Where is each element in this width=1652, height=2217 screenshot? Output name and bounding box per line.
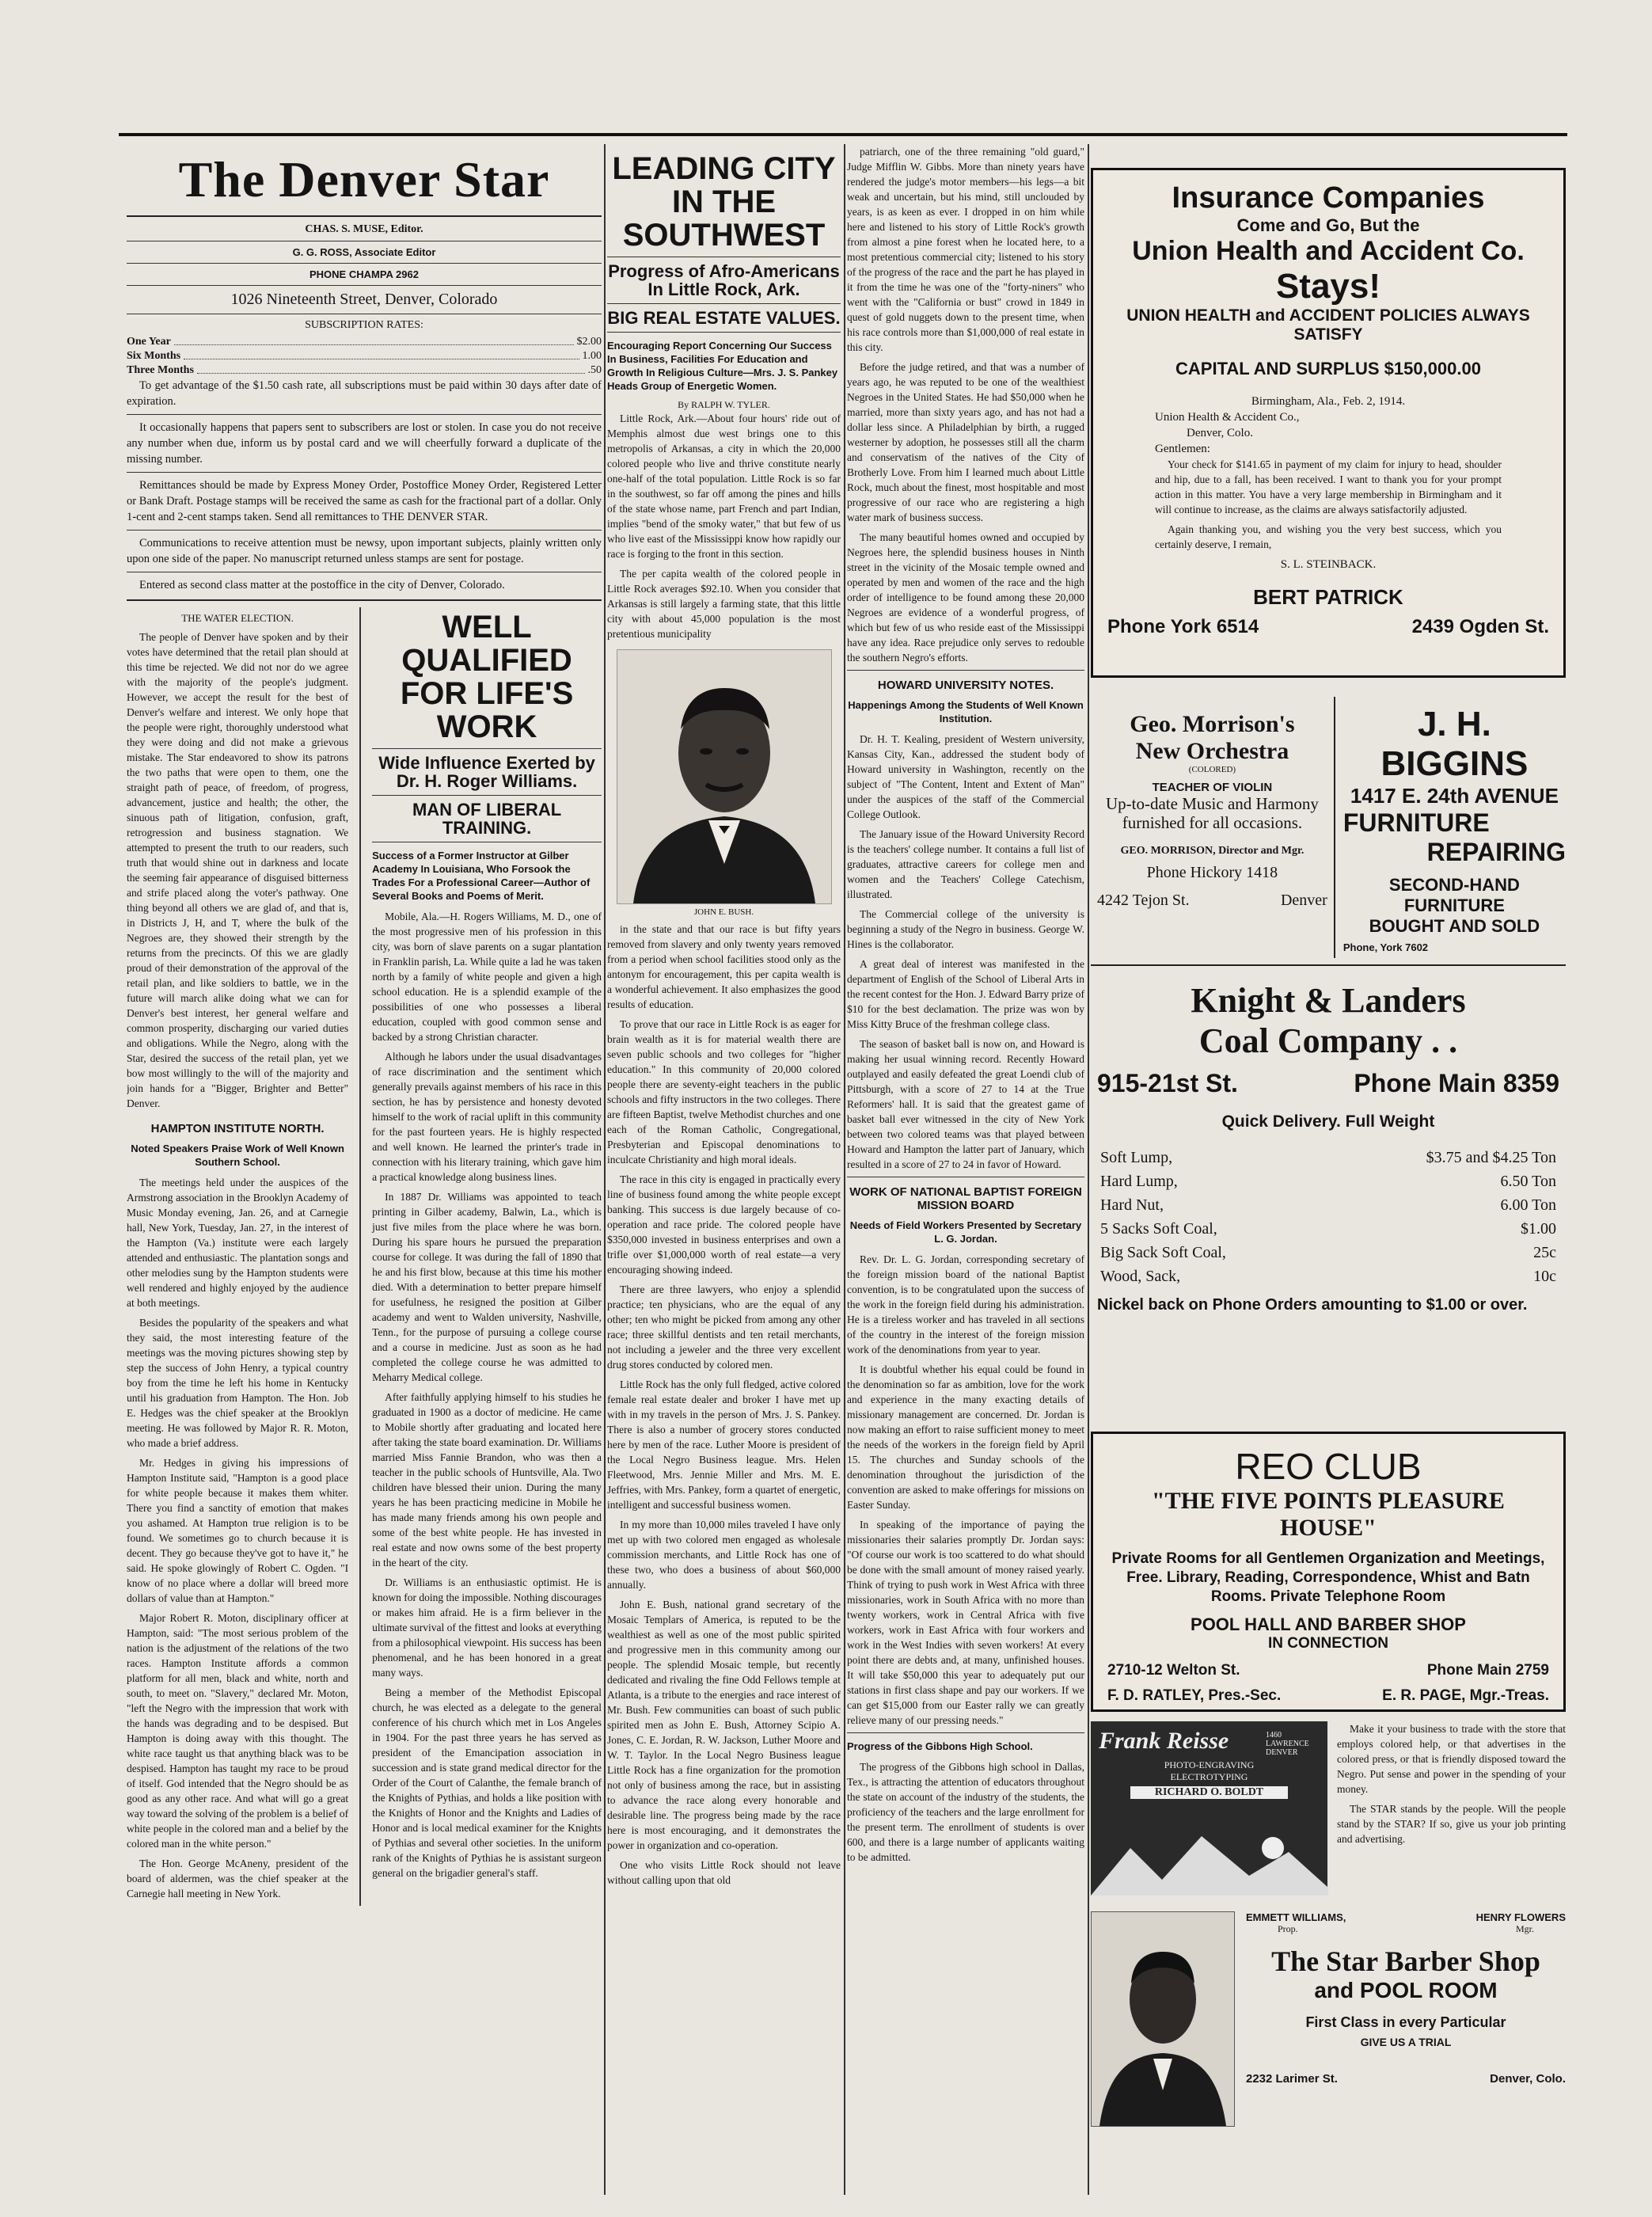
reisse-engraving-ad: Frank Reisse 1460 LAWRENCE DENVER PHOTO-ENGRAVING ELECTROTYPING RICHARD O. BOLDT — [1091, 1721, 1327, 1896]
baptist-p1: Rev. Dr. L. G. Jordan, corresponding secretary of the foreign mission board of the national Baptist convention, is to be congratulated upon the success of the work in the foreign field during his administration. He is a tireless worker and has traveled in all sections of the country in the interest of the foreign mission work of the denominations from year to year. — [847, 1253, 1084, 1356]
top-rule — [119, 133, 1567, 136]
communications-note: Communications to receive attention must be newsy, upon important subjects, plainly written only upon one side of the paper. No manuscript returned unless stamps are sent for postage. — [127, 537, 602, 565]
howard-p4: A great deal of interest was manifested in the department of English of the School of Liberal Arts in the recent contest for the Hon. J. Edward Barry prize of $10 for the best declamation. The prize was won by Miss Kitty Bruce of the freshman college class. — [847, 958, 1084, 1030]
hampton-p5: The Hon. George McAneny, president of the board of aldermen, was the chief speaker at the Carnegie hall meeting in New York. — [127, 1858, 349, 1899]
williams-p4: After faithfully applying himself to his studies he graduated in 1900 as a doctor of medicine. He came to Mobile shortly after graduating and located here after taking the state board examination. Dr. Williams married Miss Fannie Brandon, who was then a teacher in the public schools of Huntsville, Ala. Two children have blessed their union. During the many years he has been practicing medicine in Mobile he has made many friends among his own people and some of the best white people. He has invested in real estate and now owns some of the best property in the heart of the city. — [372, 1391, 602, 1569]
little-rock-p2: The per capita wealth of the colored people in Little Rock averages $92.10. When you consider that Arkansas is still largely a farming state, that this little city with about 45,000 population is the most pretentious municipality — [607, 568, 841, 641]
williams-p1: Mobile, Ala.—H. Rogers Williams, M. D., one of the most progressive men of his profession in this city, was born of slave parents on a sugar plantation in Franklin parish, La. While quite a lad he was taken north by a family of white people and given a high school education. He is a splendid example of the possibilities of one who possesses a liberal education, coupled with good common sense and backed by a strong Christian character. — [372, 911, 602, 1044]
col3-p1: patriarch, one of the three remaining "old guard," Judge Mifflin W. Gibbs. More than ninety years have rendered the judge's motor members—his legs—a bit weak and uncertain, but his mind, still unclouded by years, is as keen as ever. I dropped in on him while here and listened to his story of Little Rock's growth from almost a pine forest when he located here, to a most pretentious commercial city; listened to his story of the progress of the race and the part he has played in it from the time he was one of the "forty-niners" who went with the "California or bust" crowd in 1849 in quest of gold nuggets down to the present time, when his race controls more than $1,000,000 of real estate in this city. — [847, 146, 1084, 353]
howard-p2: The January issue of the Howard University Record is the teachers' college number. It contains a full list of graduates, attractive careers for college men and women and the Teachers' College Catechism, illustrated. — [847, 828, 1084, 900]
howard-subhead: Happenings Among the Students of Well Known Institution. — [848, 699, 1084, 724]
column-2 — [607, 144, 841, 1892]
col3-p2: Before the judge retired, and that was a number of years ago, he was reputed to be one of the wealthiest Negroes in the United States. He had $50,000 when he married, more than sixty years ago, and has not had a dollar less since. A Philadelphian by birth, a rugged westerner by adoption, he possesses still all the charm and conservatism of the natives of the City of Brotherly Love. From him I learned much about Little Rock, much about the finest, most hospitable and most progressive of our race who are registering a high water mark of business success. — [847, 361, 1084, 523]
column-4-ads — [1091, 144, 1566, 2149]
williams-headline: WELL QUALIFIED FOR LIFE'S WORK — [400, 610, 574, 744]
star-motto: Make it your business to trade with the store that employs colored help, or that advertises in the colored press, or that is friendly disposed toward the Negro. Put sense and power in the spending of your money. The STAR stands by the people. Will the people stand by the STAR? If so, give us your job printing and advertising. — [1336, 1723, 1566, 1845]
column-3 — [847, 144, 1084, 1869]
rates-table: One Year $2.00 Six Months 1.00 Three Months .50 — [127, 336, 602, 376]
column-rule — [1088, 144, 1089, 2195]
column-rule — [604, 144, 606, 2195]
hampton-p2: Besides the popularity of the speakers and what they said, the most interesting feature of the meetings was the moving pictures showing step by step the success of John Henry, a typical country boy from the time he left his home in Kentucky until his graduation from Hampton. The Hon. Job E. Hedges was the chief speaker at the Brooklyn meeting. He was followed by Major R. R. Moton, who made a brief address. — [127, 1317, 349, 1449]
howard-p3: The Commercial college of the university is beginning a study of the Negro in business. George W. Hines is the collaborator. — [847, 908, 1084, 950]
little-rock-p10: One who visits Little Rock should not leave without calling upon that old — [607, 1859, 841, 1887]
little-rock-p1: Little Rock, Ark.—About four hours' ride out of Memphis almost due west brings one to this metropolis of Arkansas, a city in which the 20,000 colored people who live and thrive constitute nearly one-half of the total population. Little Rock is so far in the southwest, so far off among the pines and hills of the state whose name, part French and part Indian, implies "bend of the smoky water," that but few of us who live east of the Mississippi know how rapidly our race is forging to the front in this section. — [607, 413, 841, 561]
williams-deck: Wide Influence Exerted by Dr. H. Roger Williams. — [378, 753, 595, 792]
baptist-p2: It is doubtful whether his equal could be found in the denomination so far as ambition, love for the work and experience in the many exacting details of missionary management are concerned. Dr. Jordan is now making an effort to raise sufficient money to meet the needs of the workers in the foreign field by April 15. The churches and Sunday schools of the denomination throughout the jurisdiction of the convention are asked to make offerings for missions on Easter Sunday. — [847, 1363, 1084, 1511]
water-heading: THE WATER ELECTION. — [181, 612, 294, 624]
gibbons-heading: Progress of the Gibbons High School. — [847, 1740, 1033, 1752]
little-rock-subhead: Encouraging Report Concerning Our Success In Business, Facilities For Education and Growth In Religious Culture—Mrs. J. S. Pankey Heads Group of Energetic Women. — [607, 340, 838, 393]
hampton-p1: The meetings held under the auspices of the Armstrong association in the Brooklyn Academy of Music Monday evening, Jan. 26, and at Carnegie hall, New York, Tuesday, Jan. 27, in the interest of the Hampton (Va.) institute were each largely attended and enthusiastic. The plantation songs and other melodies sung by the Hampton students were well rendered and highly enjoyed by the audience at both meetings. — [127, 1177, 349, 1309]
column-rule — [844, 144, 845, 2195]
barber-ad: EMMETT WILLIAMS, HENRY FLOWERS Prop. Mgr. The Star Barber Shop and POOL ROOM First Class in every Particular GIVE US A TRIAL 2232 Larimer St. Denver, Colo. — [1091, 1911, 1566, 2149]
williams-p3: In 1887 Dr. Williams was appointed to teach printing in Gilber academy, Balwin, La., which is just five miles from the place where he was born. During his spare hours he pursued the preparation course for college. It was during the fall of 1890 that he and his first blow, because at this time his mother died. With a determination to better prepare himself for usefulness, he resigned the position at Gilber academy and went to Walden university, Nashville, Tenn., for the purpose of pursuing a college course and a course in medicine. Just as soon as he had completed the college course he was admitted to Meharry Medical college. — [372, 1191, 602, 1384]
little-rock-deck-2: BIG REAL ESTATE VALUES. — [607, 308, 841, 329]
little-rock-p8: In my more than 10,000 miles traveled I have only met up with two colored men engaged as wholesale commission merchants, and Little Rock has one of these two, who does a business of about $60,000 annually. — [607, 1519, 841, 1591]
little-rock-p7: Little Rock has the only full fledged, active colored female real estate dealer and broker I have met up with in my travels in the person of Mrs. J. S. Pankey. There is also a number of grocery stores conducted here by men of the race. Luther Moore is president of the Local Negro Business league. Mrs. Helen Fleetwood, Mrs. Jennie Miller and Mrs. M. E. Jeffries, with Mrs. Pankey, form a quartet of energetic, intelligent and successful business women. — [607, 1378, 841, 1512]
phone-line: PHONE CHAMPA 2962 — [310, 268, 419, 280]
photo-caption: JOHN E. BUSH. — [693, 907, 754, 918]
portrait-illustration — [617, 650, 831, 903]
insurance-ad: Insurance Companies Come and Go, But the Union Health and Accident Co. Stays! UNION HEALTH and ACCIDENT POLICIES ALWAYS SATISFY CAPITAL AND SURPLUS $150,000.00 Birmingham, Ala., Feb. 2, 1914. Union Health & Accident Co., Denver, Colo. Gentlemen: Your check for $141.65 in payment of my claim for injury to head, shoulder and hip, due to a fall, has been received. I want to thank you for your prompt action in this matter. You have a very large membership in Birmingham and it will continue to increase, as the claims are always satisfactorily adjusted. Again thanking you, and wishing you the very best success, which you certainly deserve, I remain, S. L. STEINBACK. BERT PATRICK Phone York 6514 2439 Ogden St. — [1091, 168, 1566, 678]
cash-note: To get advantage of the $1.50 cash rate, all subscriptions must be paid within 30 days after date of expiration. — [127, 379, 602, 408]
gibbons-p1: The progress of the Gibbons high school in Dallas, Tex., is attracting the attention of educators throughout the state on account of the industry of the students, the proficiency of the teachers and the large enrollment for the present term. The enrollment of students is over 600, and there is a large number of applicants waiting to be admitted. — [847, 1761, 1084, 1863]
reo-club-ad: REO CLUB "THE FIVE POINTS PLEASURE HOUSE" Private Rooms for all Gentlemen Organization and Meetings, Free. Library, Reading, Correspondence, Whist and Batn Rooms. Private Telephone Room POOL HALL AND BARBER SHOP IN CONNECTION 2710-12 Welton St. Phone Main 2759 F. D. RATLEY, Pres.-Sec. E. R. PAGE, Mgr.-Treas. — [1091, 1432, 1566, 1712]
williams-p5: Dr. Williams is an enthusiastic optimist. He is known for doing the impossible. Nothing discourages or makes him afraid. He is a firm believer in the ultimate survival of the fittest and looks at everything from a philosophical viewpoint. His success has been phenomenal, and he has been honored in a great many ways. — [372, 1576, 602, 1679]
little-rock-p5: The race in this city is engaged in practically every line of business found among the white people except banking. This success is due largely because of co-operation and race pride. The colored people have $350,000 invested in business enterprises and own a trifle over $1,000,000 worth of real estate—a very encouraging showing indeed. — [607, 1173, 841, 1276]
portrait-photo — [617, 649, 832, 904]
column-1 — [127, 144, 602, 1906]
editor-line: CHAS. S. MUSE, Editor. — [305, 223, 423, 235]
howard-p5: The season of basket ball is now on, and Howard is making her usual winning record. Recently Howard outplayed and easily defeated the great Loendi club of Pittsburgh, with a score of 27 to 14 at the True Reformers' hall. It is said that the greatest game of basket ball ever witnessed in the city of New York between two colored teams was that played between Howard and Hampton the latter part of January, which resulted in a score of 27 to 24 in favor of Howard. — [847, 1038, 1084, 1170]
hampton-subhead: Noted Speakers Praise Work of Well Known Southern School. — [131, 1143, 344, 1168]
hampton-p4: Major Robert R. Moton, disciplinary officer at Hampton, said: "The most serious problem of the nation is the adjustment of the relations of the two races. Hampton Institute affords a common platform for all men, black and white, north and south, to meet on. "Slavery," declared Mr. Moton, "left the Negro with the impression that work with the hands was degrading and to be despised. But Hampton is doing away with this thought. The white race taught us that anything black was to be despised. Hampton has taught my race to be proud of itself. God intended that the Negro should be as good as any other race. And what will go a great way toward the solving of the problem is a belief of white people in the colored man and a belief by the colored man in the white person." — [127, 1612, 349, 1850]
barber-portrait — [1091, 1911, 1235, 2127]
biggins-ad: J. H. BIGGINS 1417 E. 24th AVENUE FURNITURE REPAIRING SECOND-HAND FURNITURE BOUGHT AND SOLD Phone, York 7602 — [1342, 705, 1566, 953]
mountain-icon — [1091, 1824, 1328, 1896]
morrison-ad: Geo. Morrison's New Orchestra (COLORED) TEACHER OF VIOLIN Up-to-date Music and Harmony furnished for all occasions. GEO. MORRISON, Director and Mgr. Phone Hickory 1418 4242 Tejon St. Denver — [1091, 697, 1335, 958]
lost-note: It occasionally happens that papers sent to subscribers are lost or stolen. In case you do not receive any number when due, inform us by postal card and we will cheerfully forward a duplicate of the missing number. — [127, 421, 602, 466]
address-line: 1026 Nineteenth Street, Denver, Colorado — [230, 291, 498, 308]
music-furniture-row — [1091, 697, 1566, 958]
little-rock-headline: LEADING CITY IN THE SOUTHWEST — [612, 151, 836, 253]
col3-p3: The many beautiful homes owned and occupied by Negroes here, the splendid business houses in Ninth street in the vicinity of the Mosaic temple owned and operated by men and women of the race and the high order of intelligence to be found among these 20,000 Negroes are evidence of a wonderful progress, of which but few of us who reside east of the Mississippi have any idea. Race prejudice only serves to redouble the southern Negro's efforts. — [847, 531, 1084, 664]
hampton-p3: Mr. Hedges in giving his impressions of Hampton Institute said, "Hampton is a good place for white people because it makes them whiter. There you find a sanctity of emotion that makes you ashamed. At Hampton true religion is to be found. We sometimes go to church because it is decent. They go because they've got to have it," he said. He spoke glowingly of Robert C. Ogden. "I know of no place where a dollar will breed more dollars of value than at Hampton." — [127, 1457, 349, 1604]
williams-p6: Being a member of the Methodist Episcopal church, he was elected as a delegate to the general conference of his church which met in Los Angeles in 1904. For the past three years he has served as president of the Emancipation association in succession and is state grand medical director for the Order of the Court of Calanthe, the female branch of the Knights of Pythias, and holds a like position with the Knights of Honor and the Knights and Ladies of Honor and is local medical examiner for the Knights of Pythias and several other societies. In the uniform rank of the Knights of Pythias he is assistant surgeon general on the brigadier general's staff. — [372, 1687, 602, 1880]
little-rock-p6: There are three lawyers, who enjoy a splendid practice; ten physicians, who are the equal of any other; ten who might be picked from among any other race; three skillful dentists and ten retail merchants, not including a jeweler and the three very excellent drug stores conducted by colored men. — [607, 1283, 841, 1371]
little-rock-p9: John E. Bush, national grand secretary of the Mosaic Templars of America, is reputed to be the wealthiest as well as one of the most public spirited and progressive men in this community among our people. The splendid Mosaic temple, but recently dedicated and rivaling the fine Odd Fellows temple at Atlanta, is a tribute to the energies and race interest of Mr. Bush. Few communities can boast of such public spirited men as John E. Bush, Attorney Scipio A. Jones, C. E. Jordan, R. W. Jackson, Luther Moore and W. T. Taylor. In the Local Negro Business league Little Rock has a fine organization for the promotion not only of business among the race, but in assisting to advance the race along every honorable and desirable line. The progress being made by the race here is most encouraging, and it demonstrates the power in organization and co-operation. — [607, 1599, 841, 1852]
little-rock-p4: To prove that our race in Little Rock is as eager for brain wealth as it is for material wealth there are seven public schools and two colleges for "higher education." In this community of 20,000 colored people there are seventy-eight teachers in the public schools and fifty instructors in the two colleges. There are fifteen Baptist, twelve Methodist churches and one each of the Roman Catholic, Congregational, Presbyterian and Episcopal denominations to inculcate Christianity and high moral ideals. — [607, 1018, 841, 1166]
remit-note: Remittances should be made by Express Money Order, Postoffice Money Order, Registered Letter or Bank Draft. Postage stamps will be received the same as cash for the fractional part of a dollar. Only 1-cent and 2-cent stamps taken. Send all remittances to THE DENVER STAR. — [127, 479, 602, 523]
coal-price-list: Soft Lump, $3.75 and $4.25 Ton Hard Lump, 6.50 Ton Hard Nut, 6.00 Ton 5 Sacks Soft Coal, $1.00 Big Sack Soft Coal, 25c Wood, Sack, 10c — [1100, 1149, 1556, 1285]
engraving-row — [1091, 1721, 1566, 1911]
entered-note: Entered as second class matter at the postoffice in the city of Denver, Colorado. — [139, 579, 505, 591]
baptist-p3: In speaking of the importance of paying the missionaries their salaries promptly Dr. Jordan says: "Of course our work is too scattered to do what should be done with the small amount of money raised yearly. Think of trying to push work in West Africa with three missionaries, work in South Africa with no more than twenty workers, work in Central Africa with five workers, work in East Africa with four workers and work in the West Indies with seven workers! At every point there are debts and, at many, unfinished houses. It will take $50,000 this year to adequately put our stations in first class shape and pay our workers. If we can get $15,000 from our Easter rally we can greatly relieve many of our pressing needs." — [847, 1519, 1084, 1726]
howard-heading: HOWARD UNIVERSITY NOTES. — [877, 679, 1054, 692]
hampton-heading: HAMPTON INSTITUTE NORTH. — [150, 1122, 325, 1135]
associate-editor-line: G. G. ROSS, Associate Editor — [292, 246, 436, 258]
masthead-title: The Denver Star — [178, 151, 550, 207]
barber-portrait-illustration — [1092, 1912, 1234, 2126]
rates-heading: SUBSCRIPTION RATES: — [305, 319, 423, 331]
water-article: The people of Denver have spoken and by their votes have determined that the retail plan should at this time be rejected. We did not nor do we agree with the majority of the people's judgment. However, we accept the result for the best of Denver's welfare and interest. We only hope that the people were right, thoroughly understood what they were doing and did not make a grievous mistake. The Star endeavored to show its patrons the two paths that were open to them, one the straight path of peace, of freedom, of progress, advancement, justice and health; the other, the sinuous path of litigation, confusion, graft, retrogression and business stagnation. We attempted to present the truth to our readers, such truth that would shine out in darkness and locate the seeming fair appearance of disguised bitterness and strife placed along the voter's pathway. One thing beyond all others we are glad of, and that is, in Districts J, H, and T, where the bulk of the Negroes are, they showed their strength by the returns from the precincts. Of this we are gladly proud of their demonstration of the approval of the retail plan, and like soldiers to battle, we in the future will march alike doing what we can for Denver's best interest, her general welfare and common prosperity, discharging our varied duties and obligations. While the Negro, along with the Star, desired the success of the retail plan, yet we bow most willingly to the will of the majority and join hands for a "Bigger, Brighter and Better" Denver. — [127, 631, 349, 1109]
byline: By RALPH W. TYLER. — [678, 399, 770, 411]
coal-ad: Knight & Landers Coal Company . . 915-21st St. Phone Main 8359 Quick Delivery. Full Weight Soft Lump, $3.75 and $4.25 Ton Hard Lump, 6.50 Ton Hard Nut, 6.00 Ton 5 Sacks Soft Coal, $1.00 Big Sack Soft Coal, 25c Wood, Sack, 10c Nickel back on Phone Orders amounting to $1.00 or over. — [1097, 981, 1559, 1314]
baptist-subhead: Needs of Field Workers Presented by Secretary L. G. Jordan. — [849, 1219, 1082, 1245]
little-rock-deck: Progress of Afro-Americans In Little Rock, Ark. — [608, 261, 840, 300]
williams-subhead: Success of a Former Instructor at Gilber Academy In Louisiana, Who Forsook the Trades For a Professional Career—Author of Several Books and Poems of Merit. — [372, 850, 591, 903]
williams-deck-2: MAN OF LIBERAL TRAINING. — [412, 800, 562, 839]
howard-p1: Dr. H. T. Kealing, president of Western university, Kansas City, Kan., addressed the student body of Howard university in Washington, recently on the subject of "The Content, Intent and Extent of Man" under the auspices of the staff of the Commercial College Outlook. — [847, 733, 1084, 820]
little-rock-p3: in the state and that our race is but fifty years removed from slavery and only twenty years removed from a period when school facilities stood only as the antonym for encouragement, this per capita wealth is a wonderful achievement. It also emphasizes the good results of education. — [607, 923, 841, 1011]
williams-p2: Although he labors under the usual disadvantages of race discrimination and the sentiment which generally prevails against members of his race in this section, he has by persistence and honesty devoted himself to the work of racial uplift in this community for the past fourteen years. He is highly respected and well known. He learned the printer's trade in connection with his literary training, which gave him a practical knowledge along business lines. — [372, 1051, 602, 1184]
baptist-heading: WORK OF NATIONAL BAPTIST FOREIGN MISSION BOARD — [849, 1185, 1082, 1212]
